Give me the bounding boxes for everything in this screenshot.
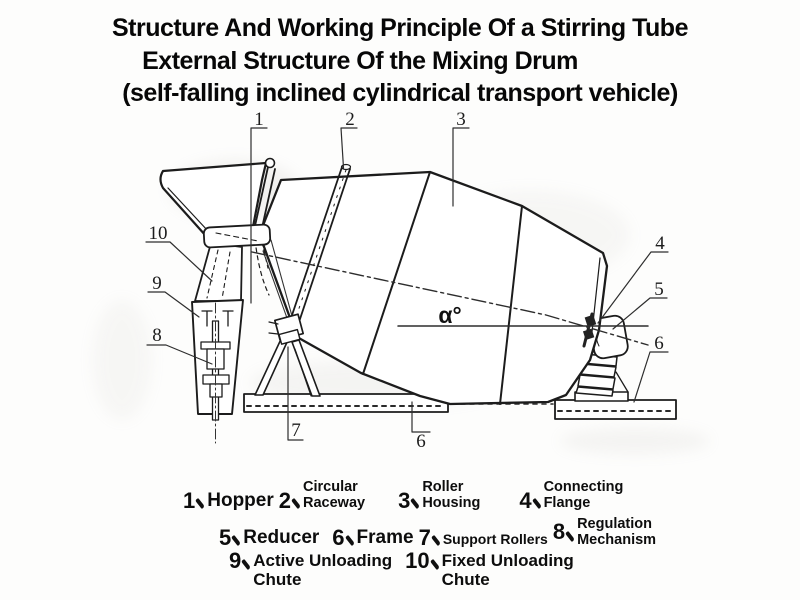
legend-item-support-rollers: 7 Support Rollers — [418, 525, 548, 550]
active-unloading-chute — [195, 224, 270, 301]
legend-row-1 — [183, 479, 723, 511]
ideographic-comma — [241, 559, 251, 570]
callout-7: 7 — [291, 420, 301, 441]
callout-8: 8 — [152, 325, 162, 346]
drum-body — [262, 172, 607, 404]
ideographic-comma — [431, 535, 441, 546]
callout-3: 3 — [456, 109, 466, 130]
callout-4: 4 — [655, 233, 665, 254]
legend-item-active-unloading-chute: 9 Active Unloading Chute — [229, 548, 393, 589]
ideographic-comma — [345, 535, 355, 546]
title-line-1: Structure And Working Principle Of a Stirring Tube — [112, 14, 688, 42]
hopper-pivot — [266, 159, 275, 168]
ideographic-comma — [291, 498, 301, 509]
chute-collar — [204, 224, 271, 247]
callout-10: 10 — [148, 223, 168, 244]
legend-item-frame: 6 Frame — [332, 525, 414, 550]
legend-item-hopper: 1 Hopper — [183, 488, 274, 513]
title-line-3: (self-falling inclined cylindrical transport vehicle) — [122, 79, 678, 107]
legend-row-3 — [183, 548, 723, 589]
parts-legend — [183, 479, 723, 589]
legend-item-fixed-unloading-chute: 10 Fixed Unloading Chute — [405, 548, 574, 589]
ideographic-comma — [195, 498, 205, 509]
alpha-angle-label: α° — [438, 302, 462, 328]
ideographic-comma — [430, 559, 440, 570]
callout-6b: 6 — [416, 431, 426, 452]
callout-5: 5 — [654, 279, 664, 300]
ideographic-comma — [410, 498, 420, 509]
title-line-2: External Structure Of the Mixing Drum — [142, 47, 578, 75]
legend-item-roller-housing: 3 Roller Housing — [398, 479, 481, 513]
callout-2: 2 — [345, 109, 355, 130]
legend-row-2 — [183, 516, 723, 548]
legend-item-reducer: 5 Reducer — [219, 525, 320, 550]
legend-item-connecting-flange: 4 Connecting Flange — [519, 479, 624, 513]
ideographic-comma — [532, 498, 542, 509]
callout-6: 6 — [654, 333, 664, 354]
legend-item-regulation-mechanism: 8 Regulation Mechanism — [552, 516, 657, 548]
legend-item-circular-raceway: 2 Circular Raceway — [278, 479, 366, 513]
ideographic-comma — [231, 535, 241, 546]
callout-1: 1 — [254, 109, 264, 130]
callout-9: 9 — [152, 273, 162, 294]
page-title — [0, 12, 800, 109]
ideographic-comma — [565, 530, 575, 541]
